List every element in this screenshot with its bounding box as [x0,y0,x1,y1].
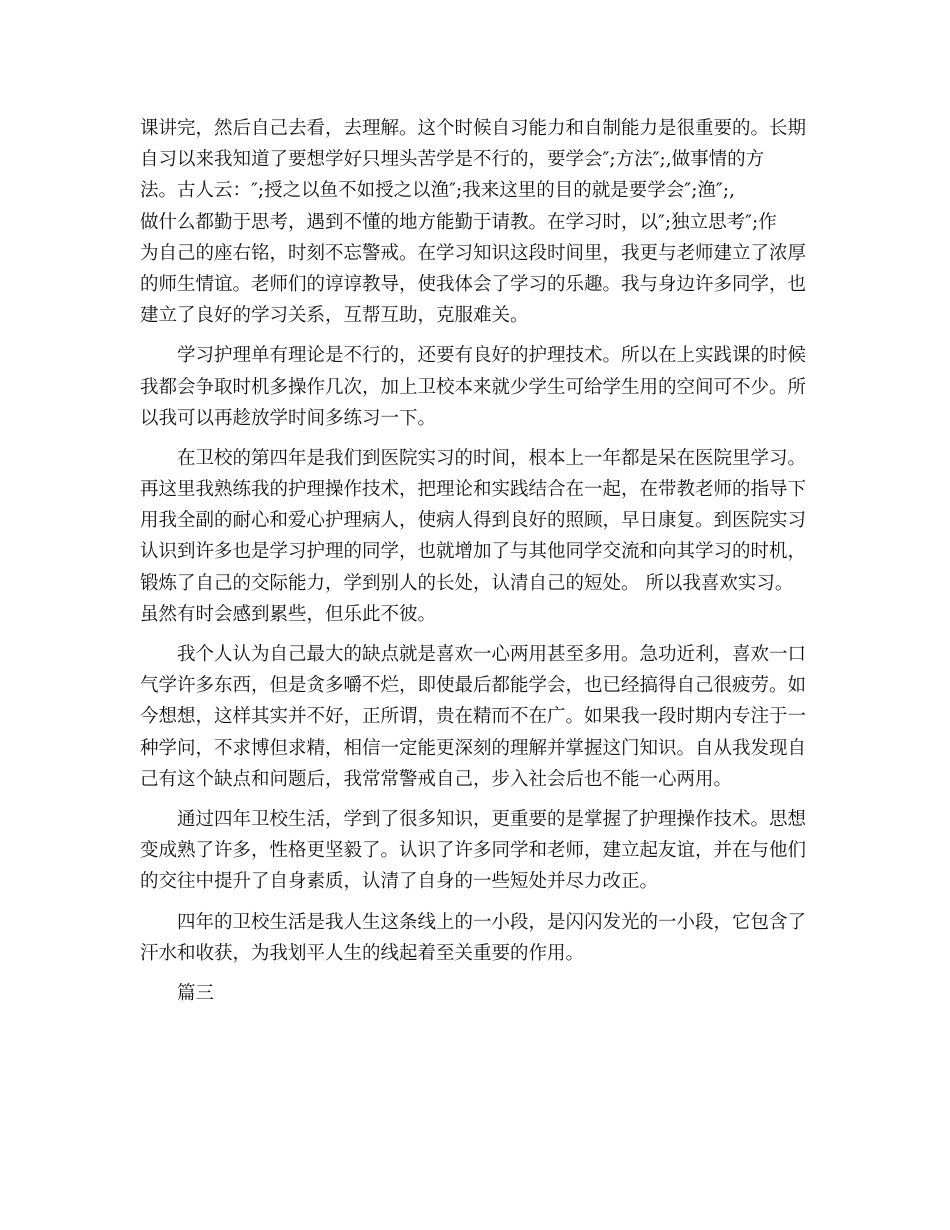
paragraph-3 [140,443,812,630]
paragraph-spacer [140,969,812,978]
paragraph-5 [140,804,812,898]
section-title: 篇三 [177,982,215,1004]
text-line: 四年的卫校生活是我人生这条线上的一小段，是闪闪发光的一小段，它包含了 [177,911,807,933]
text-line: 己有这个缺点和问题后，我常常警戒自己，步入社会后也不能一心两用。 [140,768,733,790]
text-line: 汗水和收获，为我划平人生的线起着至关重要的作用。 [140,942,585,964]
paragraph-spacer [140,898,812,907]
text-line: 用我全副的耐心和爱心护理病人，使病人得到良好的照顾，早日康复。到医院实习 [140,510,807,532]
text-line: 以我可以再趁放学时间多练习一下。 [140,407,437,429]
section-heading [140,978,812,1009]
document-body [140,113,812,1009]
text-line: 法。古人云：″;授之以鱼不如授之以渔″;我来这里的目的就是要学会″;渔″;, [140,180,735,202]
text-line: 通过四年卫校生活，学到了很多知识，更重要的是掌握了护理操作技术。思想 [177,808,807,830]
text-line: 做什么都勤于思考，遇到不懂的地方能勤于请教。在学习时，以″;独立思考″;作 [140,211,777,233]
paragraph-spacer [140,795,812,804]
text-line: 在卫校的第四年是我们到医院实习的时间，根本上一年都是呆在医院里学习。 [177,447,807,469]
text-line: 的交往中提升了自身素质，认清了自身的一些短处并尽力改正。 [140,871,659,893]
text-line: 虽然有时会感到累些，但乐此不彼。 [140,603,437,625]
paragraph-1 [140,113,812,331]
text-line: 我个人认为自己最大的缺点就是喜欢一心两用甚至多用。急功近利，喜欢一口 [177,644,807,665]
paragraph-4 [140,639,812,795]
paragraph-2 [140,340,812,434]
text-line: 种学问，不求博但求精，相信一定能更深刻的理解并掌握这门知识。自从我发现自 [140,737,807,759]
text-line: 为自己的座右铭，时刻不忘警戒。在学习知识这段时间里，我更与老师建立了浓厚 [140,242,807,264]
paragraph-spacer [140,434,812,443]
text-line: 气学许多东西，但是贪多嚼不烂，即使最后都能学会，也已经搞得自己很疲劳。如 [140,675,807,697]
paragraph-spacer [140,630,812,639]
text-line: 今想想，这样其实并不好，正所谓，贵在精而不在广。如果我一段时期内专注于一 [140,706,807,728]
text-line: 我都会争取时机多操作几次，加上卫校本来就少学生可给学生用的空间可不少。所 [140,376,807,398]
text-line: 自习以来我知道了要想学好只埋头苦学是不行的，要学会″;方法″;,做事情的方 [140,149,765,171]
text-line: 变成熟了许多，性格更坚毅了。认识了许多同学和老师，建立起友谊，并在与他们 [140,840,807,862]
text-line: 建立了良好的学习关系，互帮互助，克服难关。 [140,305,529,327]
text-line: 认识到许多也是学习护理的同学，也就增加了与其他同学交流和向其学习的时机， [140,541,807,563]
paragraph-spacer [140,331,812,340]
paragraph-6 [140,907,812,969]
text-line: 学习护理单有理论是不行的，还要有良好的护理技术。所以在上实践课的时候 [177,345,807,367]
text-line: 课讲完，然后自己去看，去理解。这个时候自习能力和自制能力是很重要的。长期 [140,118,807,139]
text-line: 锻炼了自己的交际能力，学到别人的长处，认清自己的短处。 所以我喜欢实习。 [140,572,794,594]
text-line: 的师生情谊。老师们的谆谆教导，使我体会了学习的乐趣。我与身边许多同学，也 [140,273,807,295]
text-line: 再这里我熟练我的护理操作技术，把理论和实践结合在一起，在带教老师的指导下 [140,479,807,501]
